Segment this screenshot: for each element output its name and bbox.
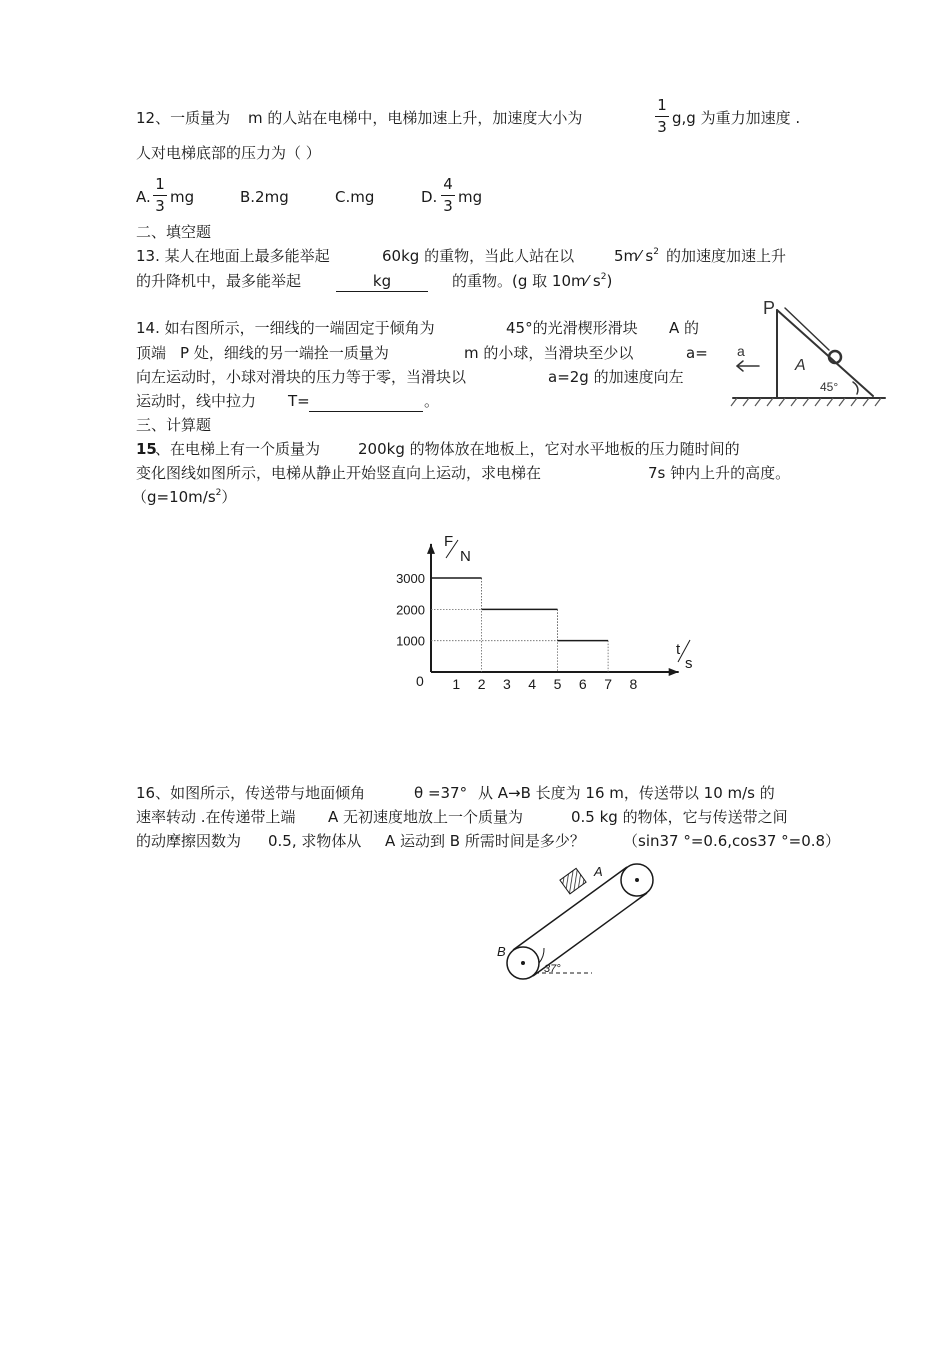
conveyor-belt-figure bbox=[490, 852, 670, 982]
q13-text-1d: 的加速度加速上升 bbox=[666, 247, 787, 265]
chart-x-tick-6: 6 bbox=[578, 676, 587, 692]
q14-text-1a: 14. 如右图所示，一细线的一端固定于倾角为 bbox=[136, 319, 435, 337]
q12-option-a-num: 1 bbox=[155, 175, 165, 193]
q12-text-1c: g,g 为重力加速度 . bbox=[672, 109, 801, 127]
q15-text-1b: 200kg 的物体放在地板上，它对水平地板的压力随时间的 bbox=[358, 440, 740, 458]
chart-y-tick-2000: 2000 bbox=[396, 602, 425, 618]
q13-answer-blank[interactable]: kg bbox=[336, 271, 428, 292]
q15-text-2b: 7s 钟内上升的高度。 bbox=[648, 464, 791, 482]
q14-text-3a: 向左运动时，小球对滑块的压力等于零，当滑块以 bbox=[136, 368, 467, 386]
q14-wedge-figure bbox=[725, 290, 895, 410]
chart-x-tick-7: 7 bbox=[604, 676, 612, 692]
conveyor-angle-label: 37° bbox=[544, 963, 561, 975]
chart-x-tick-2: 2 bbox=[477, 676, 486, 692]
q12-option-a-prefix: A. bbox=[136, 188, 151, 206]
q16-text-1b: θ =37° bbox=[414, 784, 468, 802]
q15-text-2a: 变化图线如图所示，电梯从静止开始竖直向上运动，求电梯在 bbox=[136, 464, 542, 482]
q16-text-3b: 0.5, 求物体从 bbox=[268, 832, 362, 850]
chart-y-label-f: F bbox=[444, 533, 454, 550]
q12-fraction bbox=[655, 96, 669, 137]
q12-option-c: C.mg bbox=[335, 188, 375, 206]
section-calc-heading: 三、计算题 bbox=[136, 416, 212, 434]
chart-x-tick-1: 1 bbox=[452, 676, 461, 692]
conveyor-label-a: A bbox=[594, 864, 603, 879]
chart-y-tick-1000: 1000 bbox=[396, 633, 425, 649]
chart-y-label-n: N bbox=[460, 548, 471, 565]
q14-text-3b: a=2g 的加速度向左 bbox=[548, 368, 684, 386]
q12-option-a-den: 3 bbox=[155, 197, 165, 215]
chart-y-arrow bbox=[427, 544, 435, 554]
q16-text-3d: （sin37 °=0.6,cos37 °=0.8） bbox=[623, 832, 841, 850]
section-fill-blank-heading: 二、填空题 bbox=[136, 223, 212, 241]
q16-text-2b: A 无初速度地放上一个质量为 bbox=[328, 808, 524, 826]
q13-text-2b: 的重物。(g 取 10m⁄ $s^2$) bbox=[452, 272, 613, 290]
q14-text-2d: a= bbox=[686, 344, 708, 362]
q12-text-1a: 12、一质量为 bbox=[136, 109, 231, 127]
q12-frac-num: 1 bbox=[657, 96, 667, 114]
q12-option-d-num: 4 bbox=[443, 175, 453, 193]
chart-x-tick-5: 5 bbox=[553, 676, 562, 692]
q12-option-b: B.2mg bbox=[240, 188, 289, 206]
q14-text-4a: 运动时，线中拉力 bbox=[136, 392, 257, 410]
chart-x-tick-3: 3 bbox=[503, 676, 511, 692]
q12-frac-den: 3 bbox=[657, 118, 667, 136]
q12-option-d-den: 3 bbox=[443, 197, 453, 215]
q12-text-1b: m 的人站在电梯中，电梯加速上升，加速度大小为 bbox=[248, 109, 583, 127]
q14-text-1b: 45°的光滑楔形滑块 bbox=[506, 319, 638, 337]
q14-text-2b: P 处，细线的另一端拴一质量为 bbox=[180, 344, 389, 362]
q14-answer-blank[interactable] bbox=[309, 391, 423, 412]
q12-option-a-suffix: mg bbox=[170, 188, 195, 206]
q16-text-2c: 0.5 kg 的物体，它与传送带之间 bbox=[571, 808, 788, 826]
q16-text-3c: A 运动到 B 所需时间是多少？ bbox=[385, 832, 585, 850]
force-time-chart bbox=[380, 518, 700, 698]
chart-x-tick-4: 4 bbox=[528, 676, 537, 692]
q16-text-1a: 16、如图所示，传送带与地面倾角 bbox=[136, 784, 366, 802]
chart-y-tick-3000: 3000 bbox=[396, 571, 425, 587]
q12-option-d-prefix: D. bbox=[421, 188, 438, 206]
q12-option-a-fraction bbox=[153, 175, 167, 216]
q14-figure-angle: 45° bbox=[820, 380, 839, 394]
q12-option-d-fraction bbox=[441, 175, 455, 216]
chart-x-arrow bbox=[669, 668, 679, 676]
chart-x-tick-8: 8 bbox=[629, 676, 638, 692]
q14-text-2c: m 的小球，当滑块至少以 bbox=[464, 344, 634, 362]
q12-option-d-suffix: mg bbox=[458, 188, 483, 206]
q14-text-2a: 顶端 bbox=[136, 344, 167, 362]
q15-text-1a: 、在电梯上有一个质量为 bbox=[155, 440, 321, 458]
q14-figure-arrow-label: a bbox=[737, 343, 745, 359]
q13-text-1c: 5m⁄ $s^2$ bbox=[614, 247, 659, 265]
chart-x-ticks bbox=[452, 676, 637, 692]
chart-guides bbox=[431, 578, 608, 672]
q13-text-2a: 的升降机中，最多能举起 bbox=[136, 272, 302, 290]
q15-text-3: $(g=10m/s^2)$ bbox=[132, 488, 237, 506]
q15-number: 15 bbox=[136, 440, 157, 458]
q16-text-3a: 的动摩擦因数为 bbox=[136, 832, 242, 850]
chart-origin-label: 0 bbox=[416, 673, 424, 689]
q14-text-4b: T= bbox=[288, 392, 310, 410]
q16-text-1c: 从 A→B 长度为 16 m，传送带以 10 m/s 的 bbox=[478, 784, 775, 802]
chart-force-segments bbox=[431, 578, 608, 641]
conveyor-label-b: B bbox=[497, 944, 506, 959]
chart-x-label-s: s bbox=[685, 655, 693, 672]
q16-text-2a: 速率转动 .在传递带上端 bbox=[136, 808, 296, 826]
q13-text-1b: 60kg 的重物，当此人站在以 bbox=[382, 247, 575, 265]
q14-text-4c: 。 bbox=[424, 392, 440, 410]
q12-text-2: 人对电梯底部的压力为（ ） bbox=[136, 144, 321, 162]
chart-x-label-t: t bbox=[676, 641, 681, 658]
q14-text-1c: A 的 bbox=[669, 319, 700, 337]
q13-text-1a: 13. 某人在地面上最多能举起 bbox=[136, 247, 330, 265]
chart-y-ticks bbox=[396, 571, 425, 649]
q14-figure-label-p: P bbox=[763, 298, 776, 318]
q14-figure-label-a: A bbox=[795, 357, 806, 374]
conveyor-block bbox=[560, 868, 586, 894]
